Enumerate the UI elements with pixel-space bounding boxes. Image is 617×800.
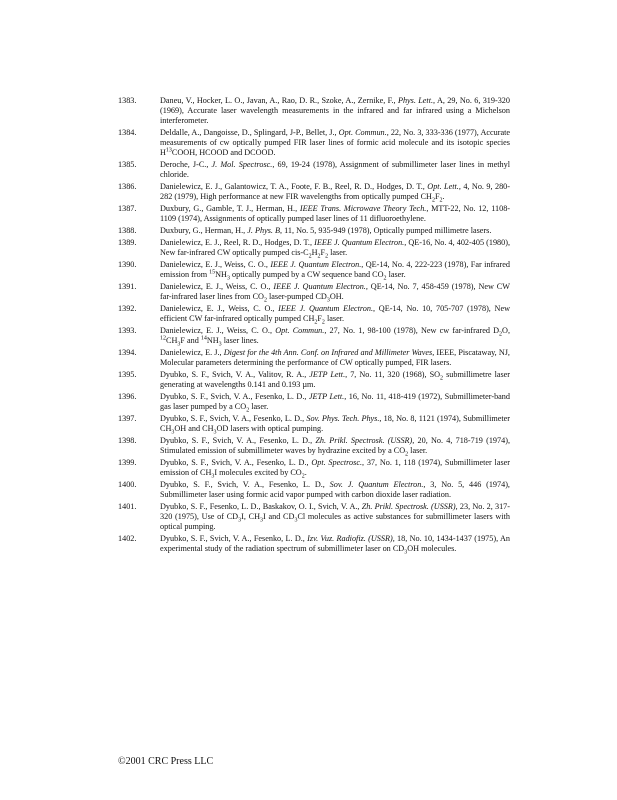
text-run: OH. xyxy=(329,292,344,301)
reference-text xyxy=(160,348,510,368)
copyright-footer: ©2001 CRC Press LLC xyxy=(118,756,214,767)
journal-title: Phys. Lett. xyxy=(397,96,434,105)
reference-number: 1400. xyxy=(118,480,137,489)
reference-text xyxy=(160,238,510,258)
subscript: 2 xyxy=(308,253,312,260)
subscript: 3 xyxy=(213,429,217,436)
text-run: Daneu, V., Hocker, L. O., Javan, A., Rao, D. R., Szoke, A., Zernike, F., xyxy=(160,96,398,105)
text-run: , QE-14, No. 7, 458-459 (1978), New CW far-infrared laser lines from CO xyxy=(160,282,510,301)
text-run: , A, 29, No. 6, 319-320 (1969), Accurate laser wavelength measurements in the infrared and far infrared using a Michelson interferometer. xyxy=(160,96,510,125)
superscript: 12 xyxy=(160,335,166,342)
reference-entry xyxy=(118,304,510,324)
text-run: Dyubko, S. F., Svich, V. A., Fesenko, L. D., xyxy=(160,392,309,401)
text-run: Dyubko, S. F., Svich, V. A., Fesenko, L. D., xyxy=(160,534,308,543)
text-run: CH xyxy=(166,336,178,345)
text-run: laser-pumped CD xyxy=(266,292,327,301)
journal-title: JETP Lett. xyxy=(308,392,345,401)
reference-number: 1393. xyxy=(118,326,137,335)
reference-entry xyxy=(118,226,510,236)
journal-title: Digest for the 4th Ann. Conf. on Infrared and Millimeter Waves xyxy=(223,348,433,357)
reference-entry xyxy=(118,182,510,202)
subscript: 2 xyxy=(321,319,325,326)
text-run: Dyubko, S. F., Svich, V. A., Fesenko, L. D., xyxy=(160,458,312,467)
journal-title: Opt. Lett. xyxy=(427,182,459,191)
reference-number: 1386. xyxy=(118,182,137,191)
text-run: Deroche, J-C., xyxy=(160,160,212,169)
text-run: Dyubko, S. F., Svich, V. A., Fesenko, L. D., xyxy=(160,414,307,423)
text-run: , IEEE, Piscataway, NJ, Molecular parameters determining the performance of CW optically pumped, FIR lasers. xyxy=(160,348,510,367)
reference-number: 1390. xyxy=(118,260,137,269)
journal-title: Zh. Prikl. Spectrosk. (USSR) xyxy=(315,436,413,445)
reference-number: 1395. xyxy=(118,370,137,379)
reference-number: 1387. xyxy=(118,204,137,213)
reference-entry xyxy=(118,96,510,126)
text-run: , 18, No. 8, 1121 (1974), Submillimeter CH xyxy=(160,414,510,433)
journal-title: Opt. Commun. xyxy=(275,326,325,335)
reference-number: 1398. xyxy=(118,436,137,445)
reference-number: 1388. xyxy=(118,226,137,235)
subscript: 3 xyxy=(211,473,215,480)
subscript: 3 xyxy=(238,517,242,524)
reference-number: 1402. xyxy=(118,534,137,543)
reference-text xyxy=(160,204,510,224)
text-run: Deldalle, A., Dangoisse, D., Splingard, J-P., Bellet, J., xyxy=(160,128,339,137)
journal-title: IEEE J. Quantum Electron. xyxy=(314,238,405,247)
text-run: , 7, No. 11, 320 (1968), SO xyxy=(345,370,441,379)
reference-text xyxy=(160,96,510,126)
subscript: 3 xyxy=(260,517,263,524)
reference-entry xyxy=(118,238,510,258)
reference-number: 1392. xyxy=(118,304,137,313)
subscript: 2 xyxy=(439,197,443,204)
reference-entry xyxy=(118,370,510,390)
text-run: I and CD xyxy=(263,512,295,521)
reference-entry xyxy=(118,392,510,412)
subscript: 2 xyxy=(317,253,321,260)
text-run: Dyubko, S. F., Svich, V. A., Valitov, R. A., xyxy=(160,370,310,379)
subscript: 2 xyxy=(440,375,444,382)
text-run: Danielewicz, E. J., Weiss, C. O., xyxy=(160,304,279,313)
text-run: , 37, No. 1, 118 (1974), Submillimeter laser emission of CH xyxy=(160,458,510,477)
text-run: laser. xyxy=(408,446,428,455)
subscript: 3 xyxy=(218,341,222,348)
reference-text xyxy=(160,282,510,302)
text-run: , 69, 19-24 (1978), Assignment of submillimeter laser lines in methyl chloride. xyxy=(160,160,510,179)
reference-text xyxy=(160,370,510,390)
journal-title: IEEE Trans. Microwave Theory Tech. xyxy=(299,204,427,213)
subscript: 2 xyxy=(314,319,318,326)
reference-number: 1401. xyxy=(118,502,137,511)
superscript: 14 xyxy=(200,335,207,342)
reference-text xyxy=(160,414,510,434)
text-run: laser. xyxy=(328,248,348,257)
reference-entry xyxy=(118,534,510,554)
reference-number: 1396. xyxy=(118,392,137,401)
reference-number: 1391. xyxy=(118,282,137,291)
subscript: 3 xyxy=(171,429,175,436)
text-run: , 4, No. 9, 280-282 (1979), High performance at new FIR wavelengths from optically pumped CH xyxy=(160,182,510,201)
reference-text xyxy=(160,392,510,412)
text-run: , 22, No. 3, 333-336 (1977), Accurate measurements of cw optically pumped FIR laser lines of formic acid molecule and its isotopic species H xyxy=(160,128,510,157)
text-run: , MTT-22, No. 12, 1108-1109 (1974), Assignments of optically pumped laser lines of 11 difluoroethylene. xyxy=(160,204,511,223)
text-run: , 3, No. 5, 446 (1974), Submillimeter laser using formic acid vapor pumped with carbon dioxide laser radiation. xyxy=(160,480,510,499)
text-run: Duxbury, G., Gamble, T. J., Herman, H., xyxy=(160,204,300,213)
reference-entry xyxy=(118,204,510,224)
text-run: Dyubko, S. F., Fesenko, L. D., Baskakov, O. I., Svich, V. A., xyxy=(160,502,362,511)
reference-text xyxy=(160,502,510,532)
reference-entry xyxy=(118,458,510,478)
text-run: Danielewicz, E. J., Weiss, C. O., xyxy=(160,326,276,335)
journal-title: Opt. Commun. xyxy=(338,128,387,137)
reference-number: 1385. xyxy=(118,160,137,169)
journal-title: Sov. Phys. Tech. Phys. xyxy=(306,414,380,423)
journal-title: JETP Lett. xyxy=(309,370,346,379)
subscript: 3 xyxy=(404,549,408,556)
text-run: , 11, No. 5, 935-949 (1978), Optically pumped millimetre lasers. xyxy=(280,226,492,235)
reference-text xyxy=(160,160,510,180)
reference-text xyxy=(160,534,510,554)
subscript: 2 xyxy=(383,275,387,282)
text-run: O, xyxy=(502,326,510,335)
reference-number: 1397. xyxy=(118,414,137,423)
reference-entry xyxy=(118,414,510,434)
text-run: F and xyxy=(180,336,201,345)
text-run: laser. xyxy=(386,270,406,279)
text-run: OH and CH xyxy=(174,424,214,433)
reference-entry xyxy=(118,502,510,532)
text-run: Danielewicz, E. J., xyxy=(160,348,224,357)
reference-number: 1394. xyxy=(118,348,137,357)
text-run: , QE-14, No. 4, 222-223 (1978), Far infrared emission from xyxy=(160,260,510,279)
text-run: OH molecules. xyxy=(407,544,457,553)
text-run: F xyxy=(317,314,322,323)
journal-title: IEEE J. Quantum Electron. xyxy=(270,260,362,269)
text-run: , 16, No. 11, 418-419 (1972), Submillimeter-band gas laser pumped by a CO xyxy=(160,392,510,411)
journal-title: Izv. Vuz. Radiofiz. (USSR) xyxy=(307,534,393,543)
text-run: OD lasers with optical pumping. xyxy=(216,424,324,433)
reference-text xyxy=(160,304,510,324)
subscript: 3 xyxy=(226,275,230,282)
reference-list xyxy=(118,96,510,556)
reference-text xyxy=(160,182,510,202)
reference-number: 1384. xyxy=(118,128,137,137)
reference-text xyxy=(160,436,510,456)
text-run: I molecules excited by CO xyxy=(214,468,302,477)
reference-entry xyxy=(118,436,510,456)
text-run: submillimetre laser generating at wavelengths 0.141 and 0.193 µm. xyxy=(160,370,511,389)
text-run: , 23, No. 2, 317-320 (1975), Use of CD xyxy=(160,502,511,521)
text-run: H xyxy=(311,248,318,257)
reference-entry xyxy=(118,348,510,368)
text-run: laser lines. xyxy=(221,336,259,345)
subscript: 2 xyxy=(246,407,250,414)
text-run: Duxbury, G., Herman, H., xyxy=(160,226,248,235)
text-run: Danielewicz, E. J., Weiss, C. O., xyxy=(160,260,271,269)
journal-title: J. Phys. B xyxy=(247,226,280,235)
text-run: laser. xyxy=(249,402,269,411)
superscript: 13 xyxy=(165,147,172,154)
subscript: 2 xyxy=(325,253,329,260)
reference-entry xyxy=(118,260,510,280)
subscript: 2 xyxy=(405,451,409,458)
reference-number: 1389. xyxy=(118,238,137,247)
reference-text xyxy=(160,260,510,280)
text-run: NH xyxy=(206,336,219,345)
journal-title: Opt. Spectrosc. xyxy=(311,458,362,467)
reference-text xyxy=(160,458,510,478)
subscript: 3 xyxy=(177,341,181,348)
text-run: Cl molecules as active substances for submillimeter lasers with optical pumping. xyxy=(160,512,510,531)
reference-number: 1383. xyxy=(118,96,137,105)
reference-entry xyxy=(118,160,510,180)
subscript: 2 xyxy=(431,197,435,204)
subscript: 2 xyxy=(499,331,503,338)
text-run: , 20, No. 4, 718-719 (1974), Stimulated emission of submillimeter waves by hydrazine excited by a CO xyxy=(160,436,510,455)
text-run: Danielewicz, E. J., Weiss, C. O., xyxy=(160,282,274,291)
text-run: F xyxy=(434,192,440,201)
text-run: COOH, HCOOD and DCOOD. xyxy=(171,148,276,157)
text-run: , 27, No. 1, 98-100 (1978), New cw far-infrared D xyxy=(324,326,500,335)
reference-text xyxy=(160,128,510,158)
journal-title: Sov. J. Quantum Electron. xyxy=(329,480,424,489)
reference-text xyxy=(160,226,510,236)
reference-entry xyxy=(118,282,510,302)
superscript: 15 xyxy=(209,269,216,276)
reference-entry xyxy=(118,128,510,158)
journal-title: IEEE J. Quantum Electron. xyxy=(273,282,366,291)
journal-title: IEEE J. Quantum Electron. xyxy=(278,304,374,313)
text-run: laser. xyxy=(324,314,345,323)
text-run: Dyubko, S. F., Svich, V. A., Fesenko, L. D., xyxy=(160,480,330,489)
text-run: F xyxy=(320,248,326,257)
subscript: 2 xyxy=(301,473,305,480)
text-run: NH xyxy=(215,270,227,279)
journal-title: Zh. Prikl. Spectrosk. (USSR) xyxy=(361,502,456,511)
subscript: 3 xyxy=(294,517,298,524)
reference-number: 1399. xyxy=(118,458,137,467)
reference-text xyxy=(160,480,510,500)
reference-entry xyxy=(118,480,510,500)
text-run: . xyxy=(442,192,445,201)
text-run: , QE-16, No. 4, 402-405 (1980), New far-infrared CW optically pumped cis-C xyxy=(160,238,511,257)
reference-entry xyxy=(118,326,510,346)
journal-title: J. Mol. Spectrosc. xyxy=(211,160,273,169)
subscript: 3 xyxy=(326,297,330,304)
subscript: 2 xyxy=(263,297,267,304)
text-run: . xyxy=(304,468,307,477)
text-run: Danielewicz, E. J., Galantowicz, T. A., Foote, F. B., Reel, R. D., Hodges, D. T., xyxy=(160,182,428,191)
text-run: Dyubko, S. F., Svich, V. A., Fesenko, L. D., xyxy=(160,436,316,445)
reference-text xyxy=(160,326,510,346)
text-run: optically pumped by a CW sequence band CO xyxy=(229,270,384,279)
text-run: , 18, No. 10, 1434-1437 (1975), An experimental study of the radiation spectrum of submillimeter laser on CD xyxy=(160,534,510,553)
text-run: Danielewicz, E. J., Reel, R. D., Hodges, D. T., xyxy=(160,238,315,247)
text-run: I, CH xyxy=(241,512,260,521)
text-run: , QE-14, No. 10, 705-707 (1978), New efficient CW far-infrared optically pumped CH xyxy=(160,304,510,323)
